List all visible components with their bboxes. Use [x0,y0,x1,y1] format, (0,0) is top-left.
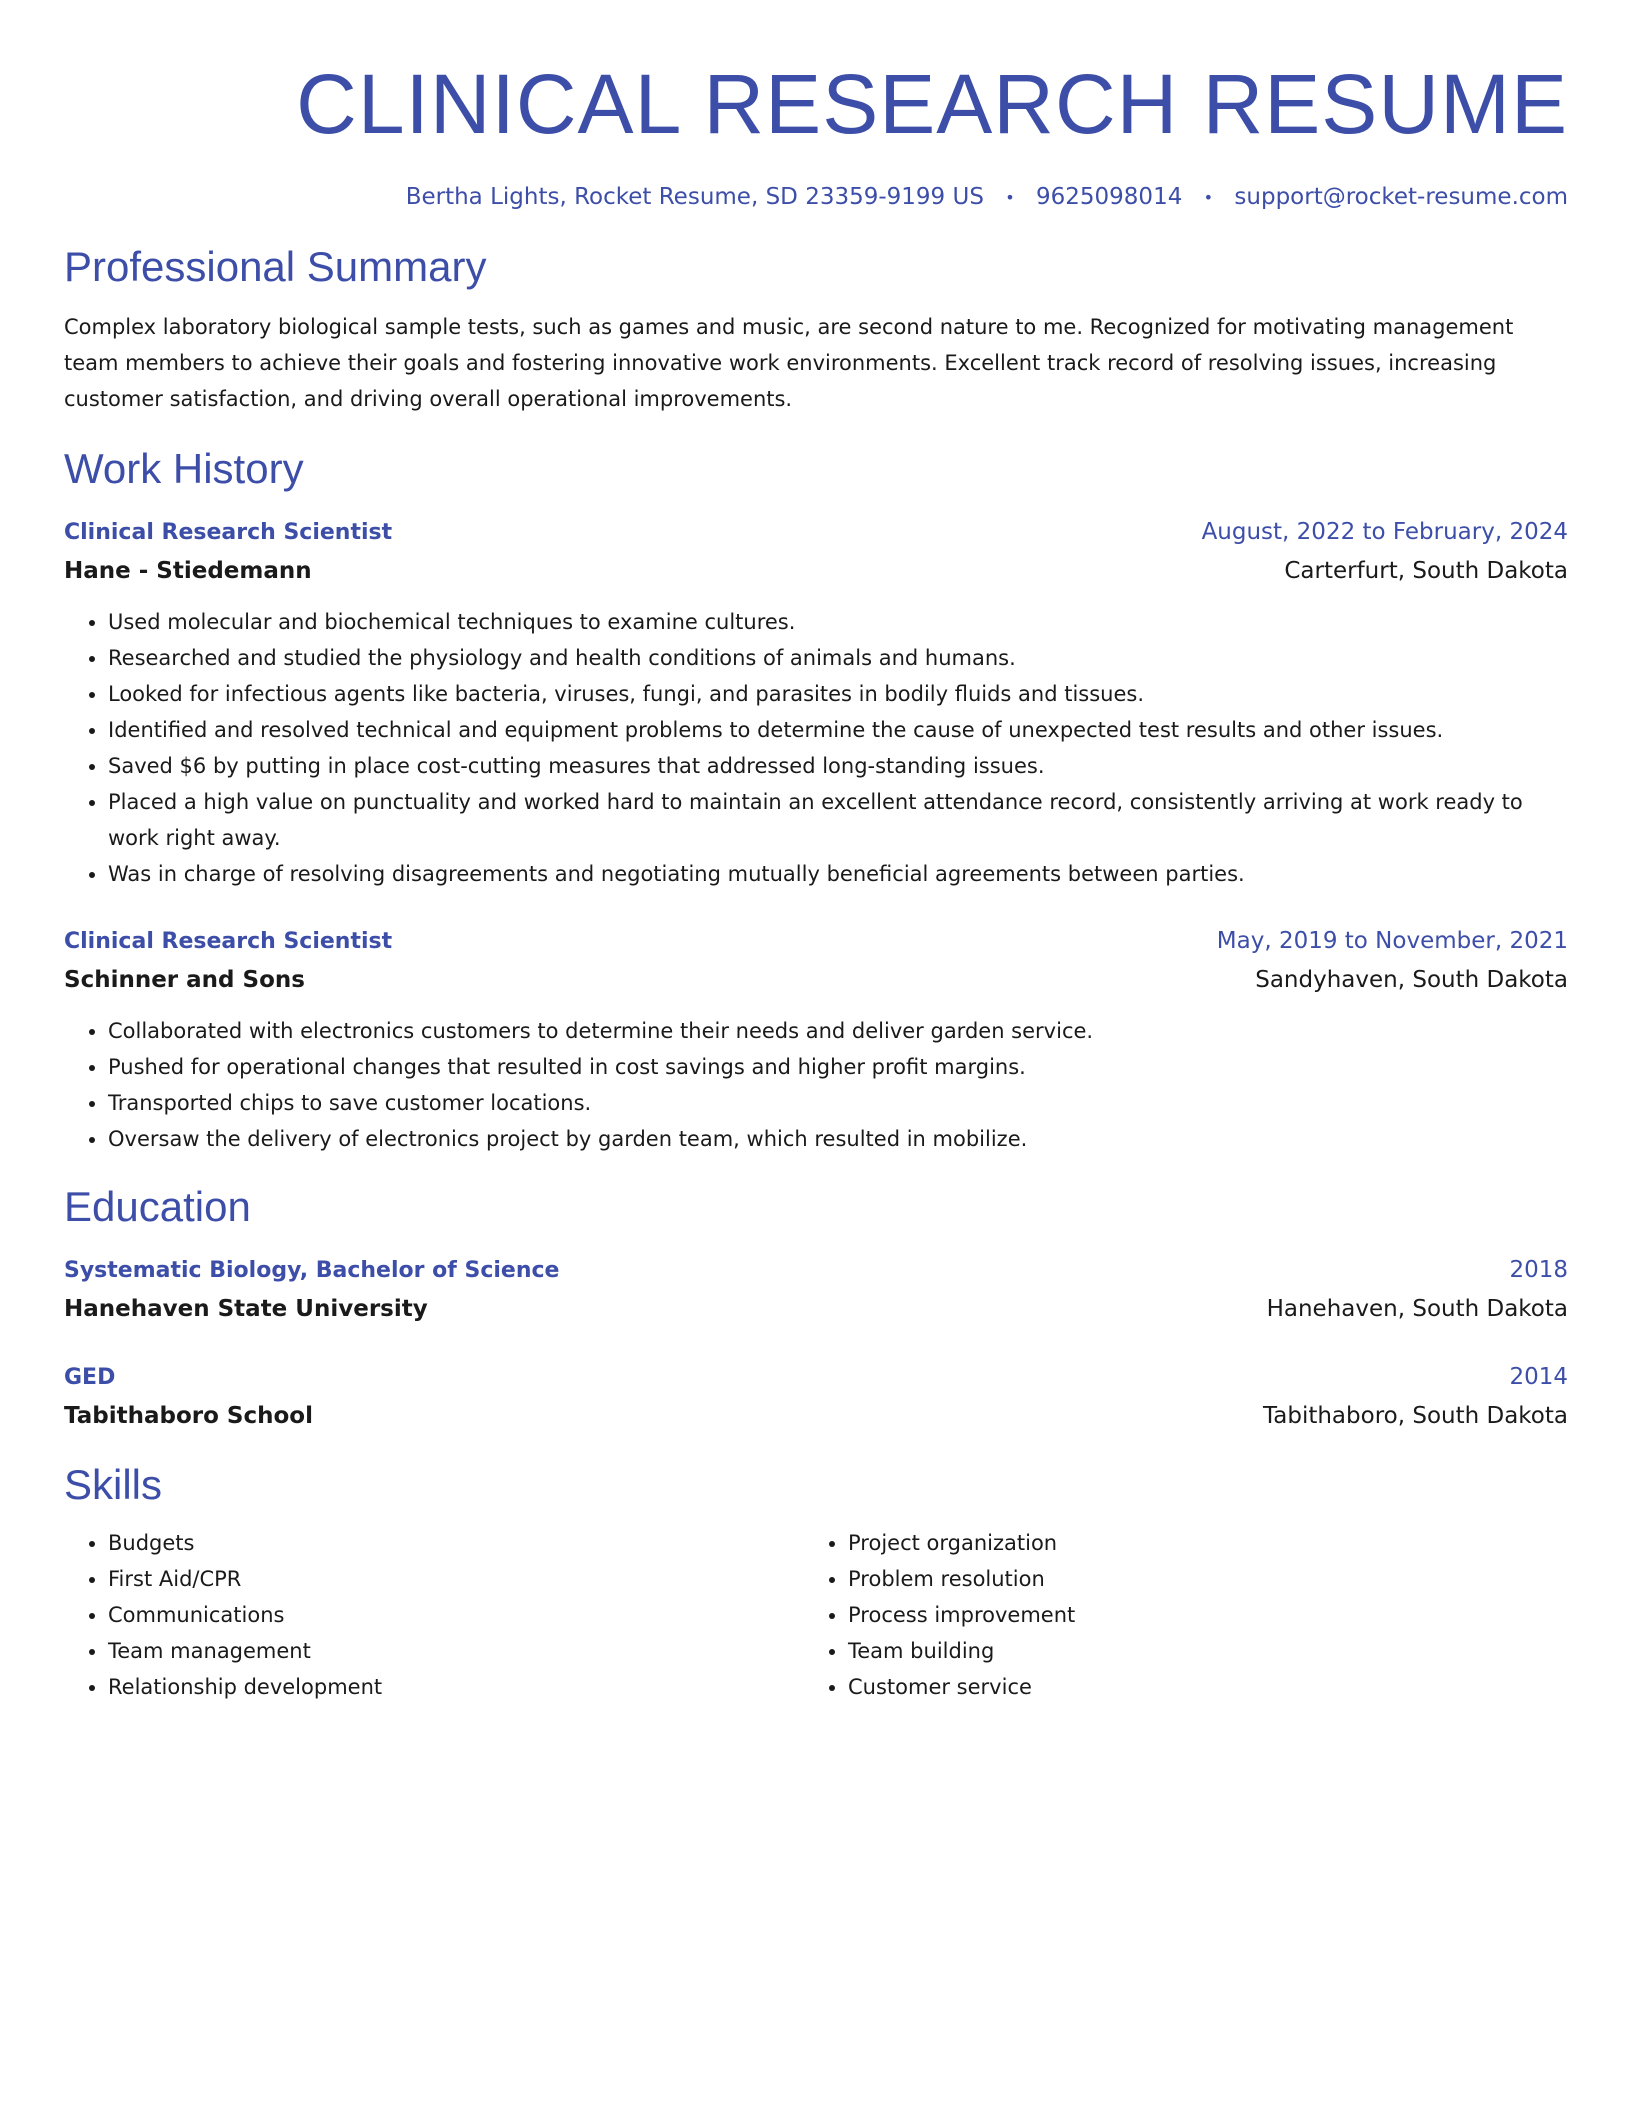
skills-section [64,1459,1568,1705]
skill-item: • Communications [108,1597,804,1633]
summary-text: Complex laboratory biological sample tests, such as games and music, are second nature to me. Recognized for motivating management team members to achieve their goals and fostering innovative work environments. Excellent track record of resolving issues, increasing customer satisfaction, and driving overall operational improvements. [64,314,1514,411]
skill-item: • Relationship development [108,1669,804,1705]
address: Bertha Lights, Rocket Resume, SD 23359-9199 US [405,184,984,210]
education-entry [64,1358,1568,1435]
job-location: Carterfurt, South Dakota [1284,557,1568,584]
skill-item: • Team building [848,1633,1544,1669]
email: support@rocket-resume.com [1234,184,1568,210]
skill-item: • First Aid/CPR [108,1561,804,1597]
job-title: Clinical Research Scientist [64,928,393,954]
education-heading: Education [64,1182,251,1230]
degree: Systematic Biology, Bachelor of Science [64,1257,560,1283]
degree: GED [64,1364,116,1390]
separator-dot: • [1203,187,1214,207]
school-location: Tabithaboro, South Dakota [1263,1402,1568,1429]
skill-item: • Process improvement [848,1597,1544,1633]
job-dates: May, 2019 to November, 2021 [1216,927,1568,954]
summary-section [64,241,1568,417]
skill-item: • Customer service [848,1669,1544,1705]
skill-item: • Problem resolution [848,1561,1544,1597]
list-item: • Looked for infectious agents like bacteria, viruses, fungi, and parasites in bodily fluids and tissues. [108,676,1568,712]
list-item: • Was in charge of resolving disagreements and negotiating mutually beneficial agreements between parties. [108,856,1568,892]
list-item: • Saved $6 by putting in place cost-cutting measures that addressed long-standing issues. [108,748,1568,784]
education-section [64,1181,1568,1435]
job-title: Clinical Research Scientist [64,519,393,545]
job-bullets [64,1013,1568,1157]
list-item: • Researched and studied the physiology and health conditions of animals and humans. [108,640,1568,676]
job-entry [64,922,1568,1157]
skills-column-left [64,1525,804,1705]
phone: 9625098014 [1036,184,1183,210]
resume-title: CLINICAL RESEARCH RESUME [296,57,1568,151]
summary-heading: Professional Summary [64,242,487,290]
list-item: • Used molecular and biochemical techniques to examine cultures. [108,604,1568,640]
skills-column-right [804,1525,1544,1705]
school-name: Tabithaboro School [64,1402,313,1429]
job-location: Sandyhaven, South Dakota [1255,966,1568,993]
employer: Schinner and Sons [64,966,305,993]
graduation-year: 2018 [1509,1256,1568,1283]
skill-item: • Project organization [848,1525,1544,1561]
list-item: • Transported chips to save customer locations. [108,1085,1568,1121]
job-bullets [64,604,1568,892]
job-dates: August, 2022 to February, 2024 [1201,518,1568,545]
list-item: • Pushed for operational changes that resulted in cost savings and higher profit margins. [108,1049,1568,1085]
school-name: Hanehaven State University [64,1295,428,1322]
graduation-year: 2014 [1509,1363,1568,1390]
education-entry [64,1251,1568,1328]
employer: Hane - Stiedemann [64,557,312,584]
work-history-heading: Work History [64,444,304,492]
skill-item: • Budgets [108,1525,804,1561]
skill-item: • Team management [108,1633,804,1669]
list-item: • Collaborated with electronics customers to determine their needs and deliver garden service. [108,1013,1568,1049]
work-history-section [64,443,1568,1157]
list-item: • Placed a high value on punctuality and worked hard to maintain an excellent attendance record, consistently arriving at work ready to work right away. [108,784,1568,856]
job-entry [64,513,1568,892]
separator-dot: • [1005,187,1015,207]
contact-line [64,182,1568,213]
skills-heading: Skills [64,1460,163,1508]
list-item: • Identified and resolved technical and equipment problems to determine the cause of unexpected test results and other issues. [108,712,1568,748]
list-item: • Oversaw the delivery of electronics project by garden team, which resulted in mobilize. [108,1121,1568,1157]
school-location: Hanehaven, South Dakota [1266,1295,1568,1322]
skills-grid [64,1525,1568,1705]
